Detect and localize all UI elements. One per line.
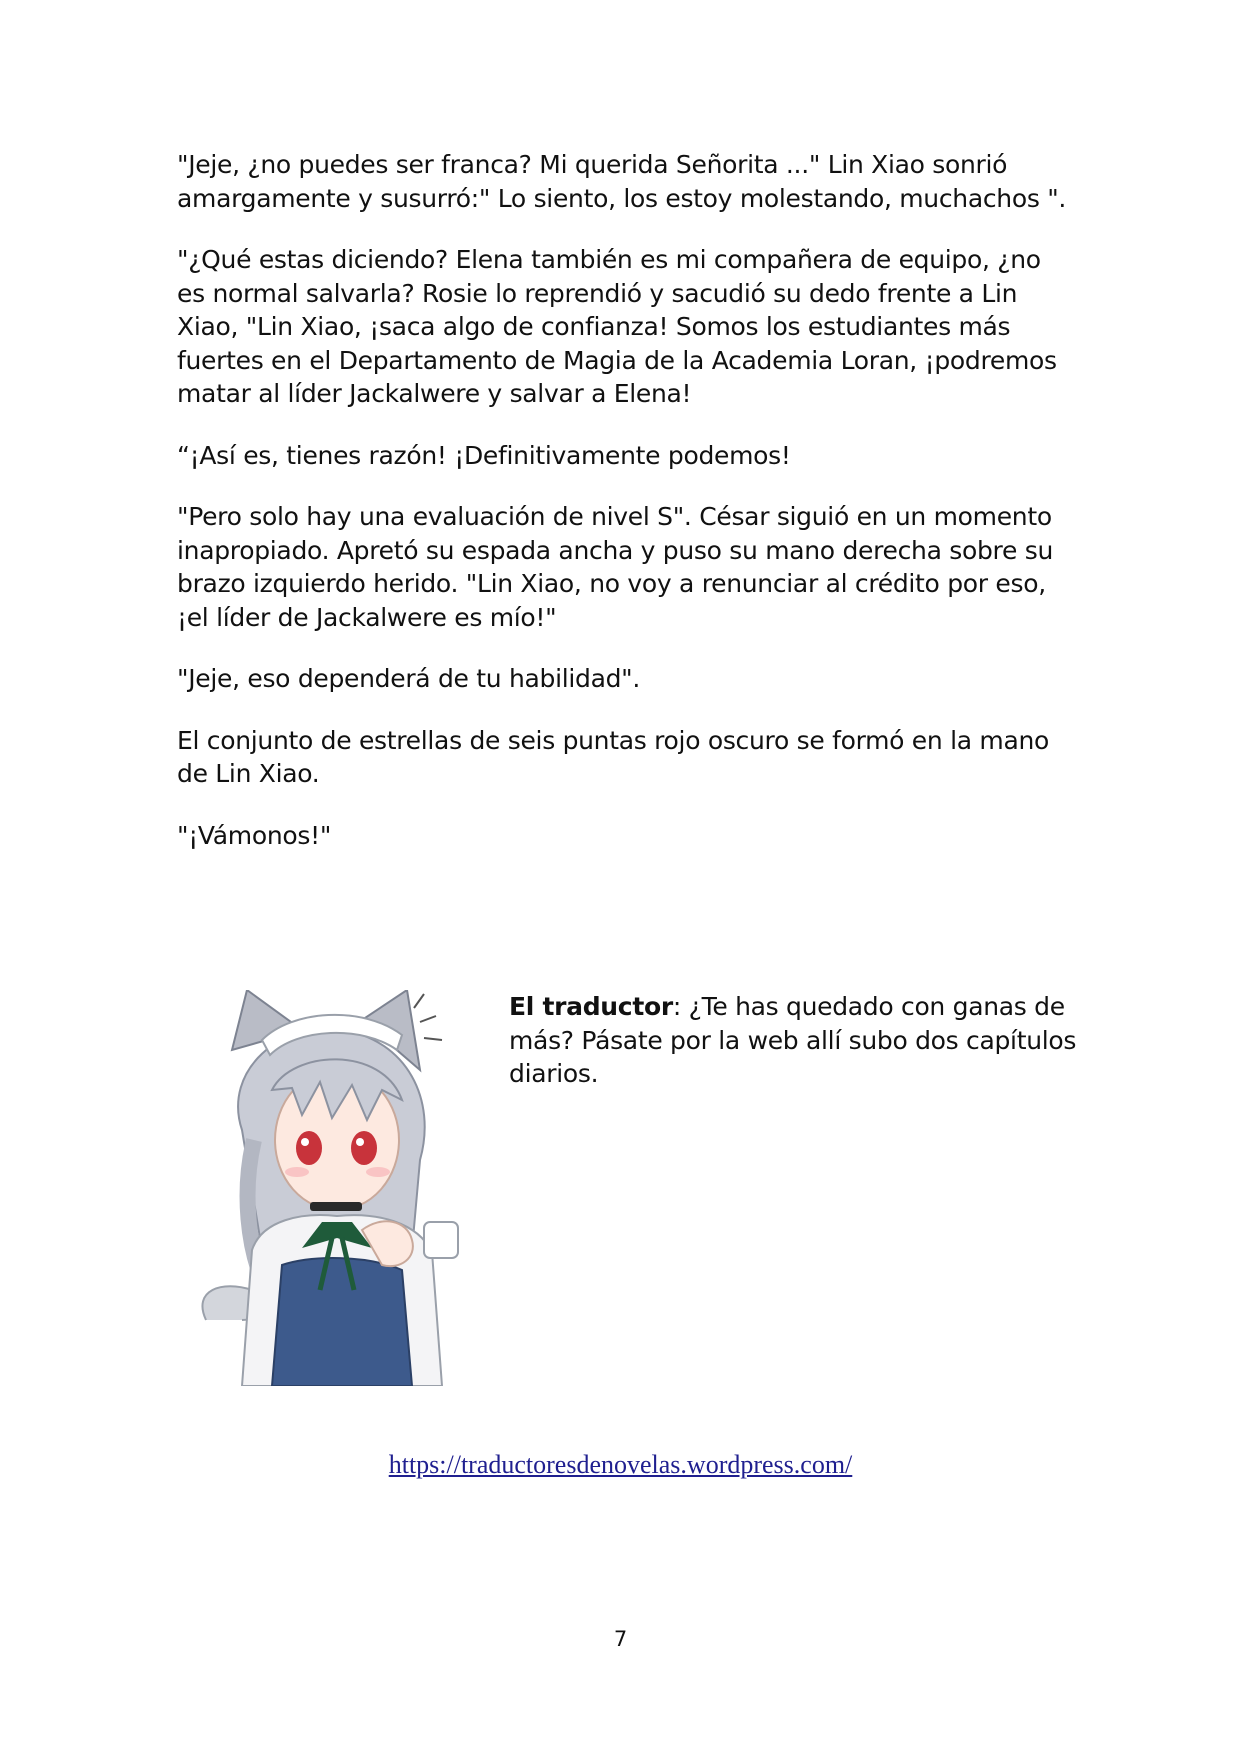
- translator-note-text: : ¿Te has quedado con ganas de más? Pásate por la web allí subo dos capítulos diarios.: [509, 992, 1077, 1088]
- paragraph: "Jeje, ¿no puedes ser franca? Mi querida Señorita ..." Lin Xiao sonrió amargamente y susurró:" Lo siento, los estoy molestando, muchachos ".: [177, 150, 1067, 213]
- paragraph: "Jeje, eso dependerá de tu habilidad".: [177, 664, 641, 693]
- paragraph: "¡Vámonos!": [177, 820, 332, 850]
- website-link[interactable]: https://traductoresdenovelas.wordpress.com/: [388, 1450, 853, 1479]
- translator-note: [509, 990, 1089, 1091]
- anime-maid-catgirl-icon: [192, 990, 484, 1386]
- paragraph: "Pero solo hay una evaluación de nivel S". César siguió en un momento inapropiado. Apretó su espada ancha y puso su mano derecha sobre su brazo izquierdo herido. "Lin Xiao, no voy a renunciar al crédito por eso, ¡el líder de Jackalwere es mío!": [177, 502, 1053, 632]
- paragraph: “¡Así es, tienes razón! ¡Definitivamente podemos!: [177, 440, 791, 470]
- paragraph: "¿Qué estas diciendo? Elena también es mi compañera de equipo, ¿no es normal salvarla? Rosie lo reprendió y sacudió su dedo frente a Lin Xiao, "Lin Xiao, ¡saca algo de confianza! Somos los estudiantes más fuertes en el Departamento de Magia de la Academia Loran, ¡podremos matar al líder Jackalwere y salvar a Elena!: [177, 245, 1057, 408]
- chapter-text: [177, 148, 1067, 880]
- paragraph: El conjunto de estrellas de seis puntas rojo oscuro se formó en la mano de Lin Xiao.: [177, 725, 1049, 788]
- translator-label: El traductor: [509, 992, 673, 1021]
- page-number: 7: [613, 1627, 628, 1651]
- maid-catgirl-illustration: [192, 990, 484, 1386]
